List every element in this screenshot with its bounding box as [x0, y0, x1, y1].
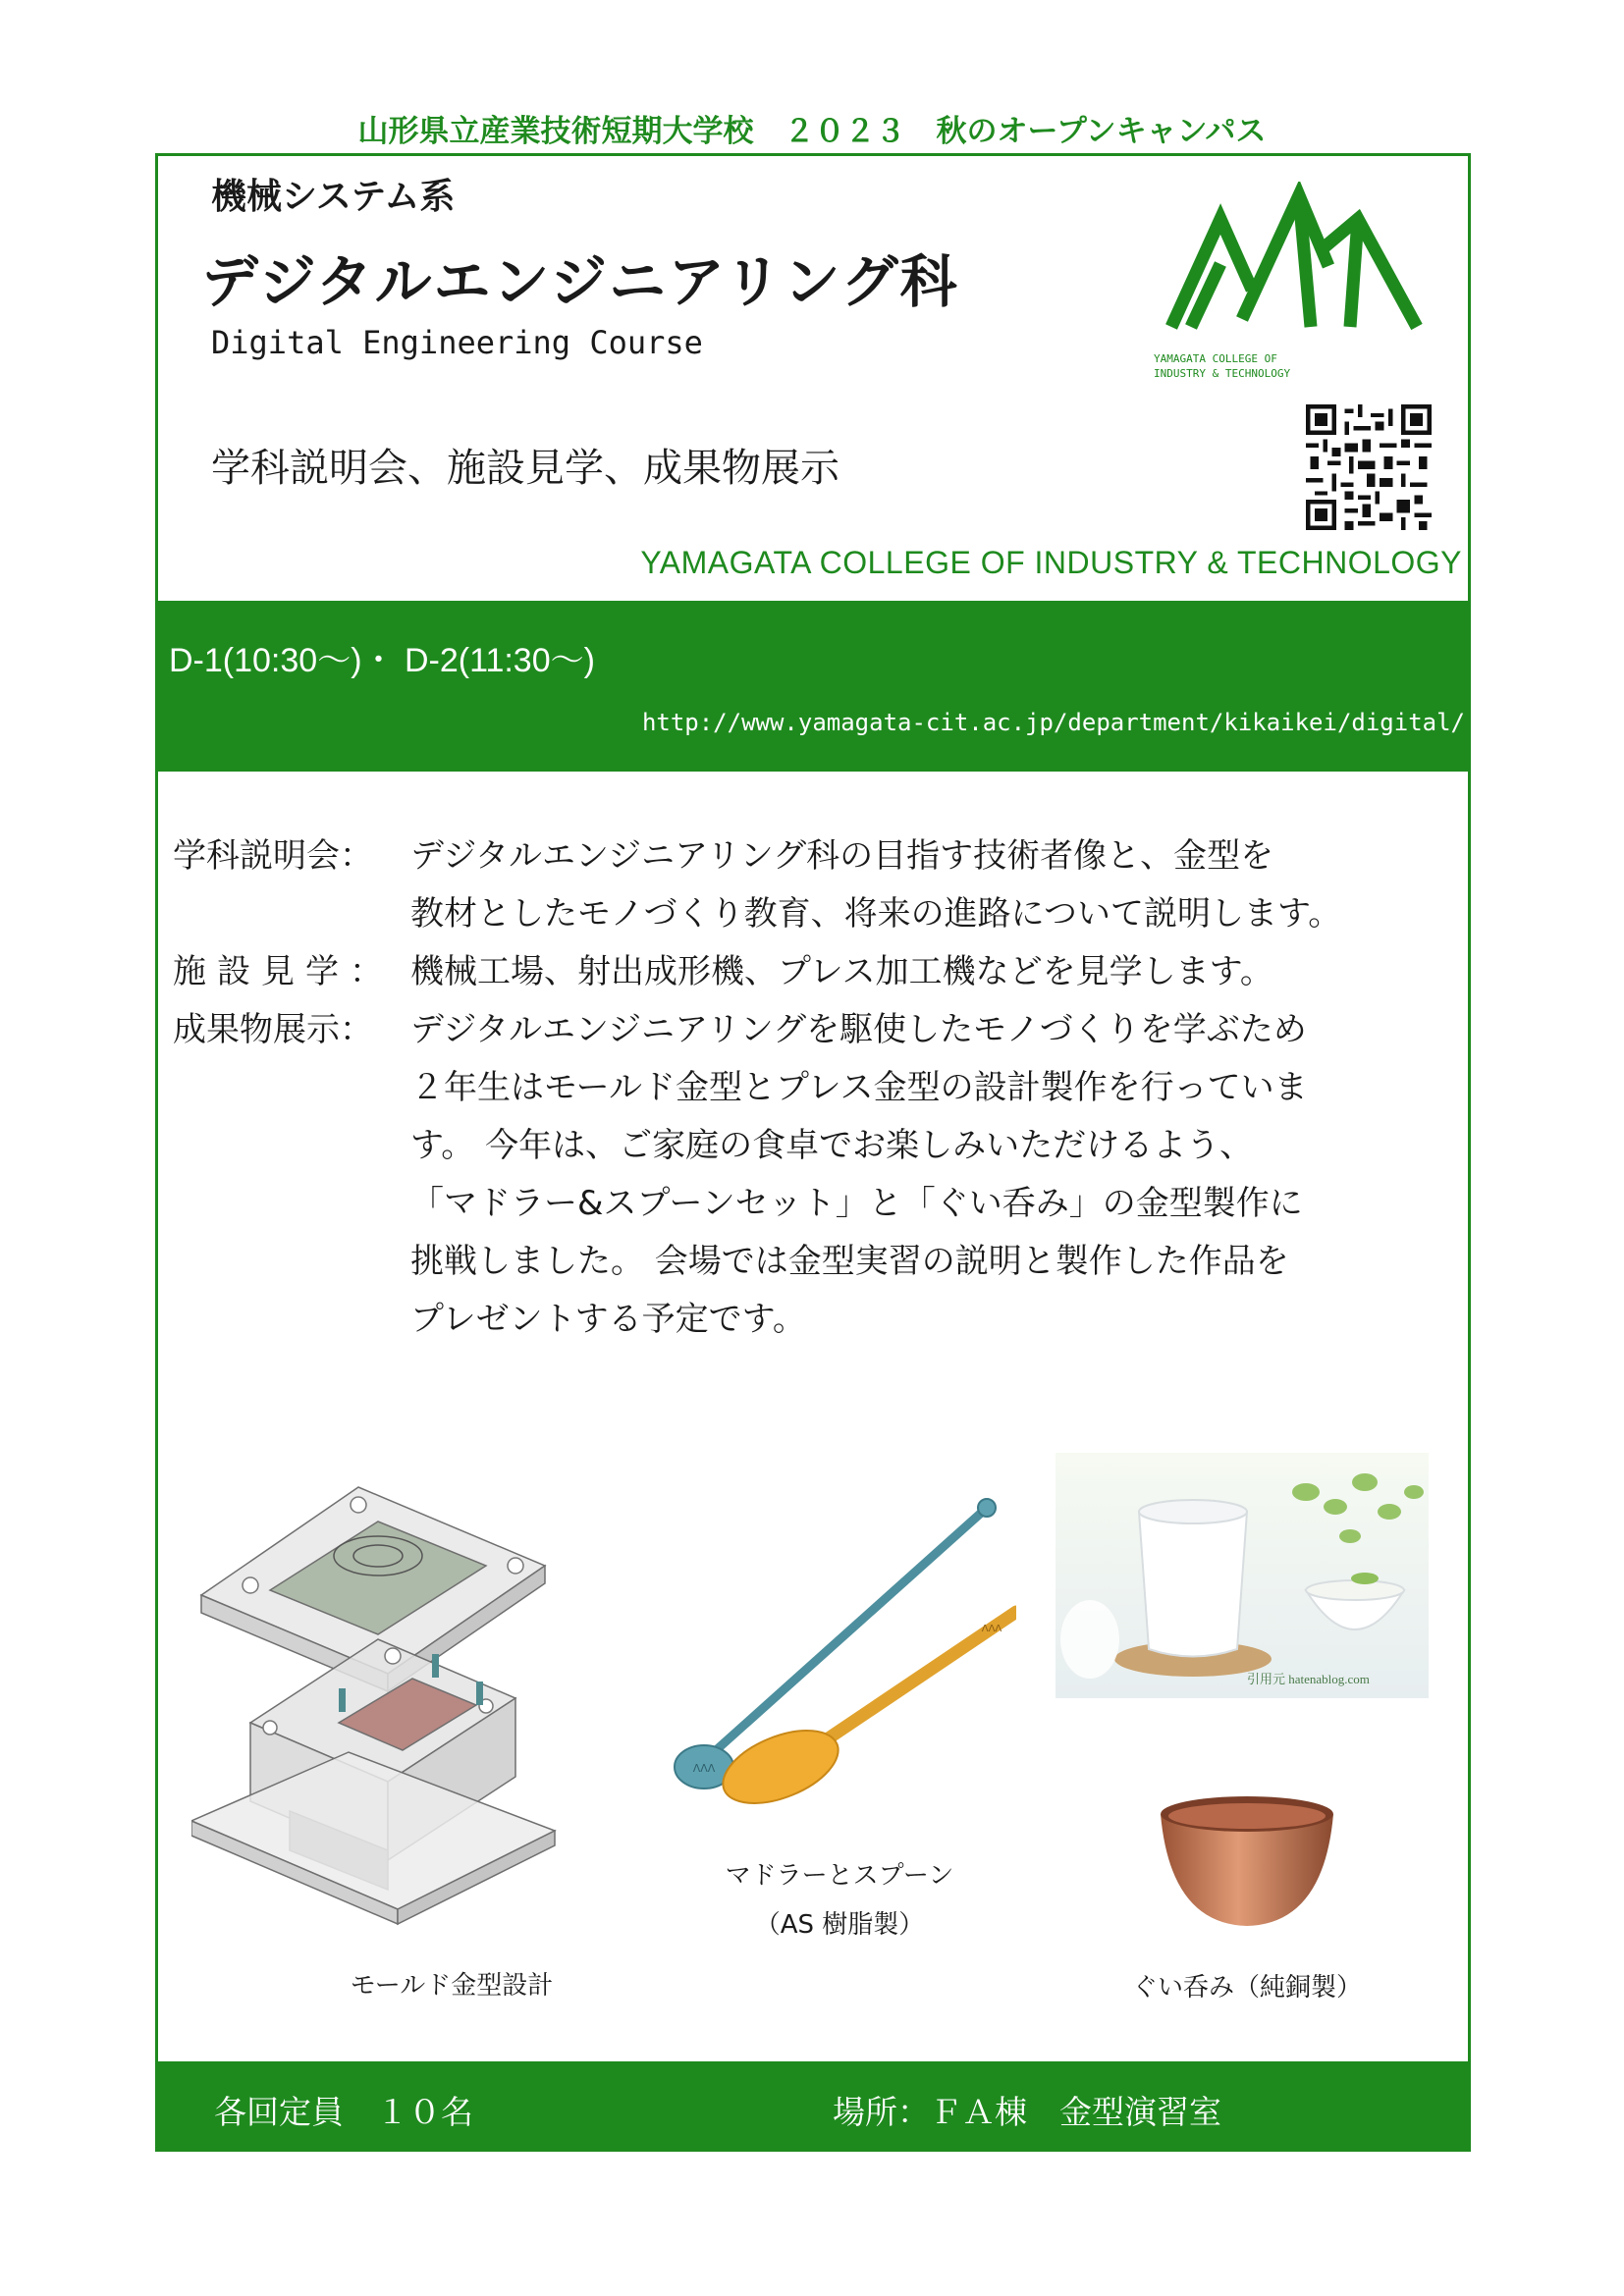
detail-label: 成果物展示：	[173, 1010, 373, 1049]
schedule-band	[158, 601, 1468, 772]
detail-label: 施設見学：	[173, 952, 394, 991]
detail-line: 機械工場、射出成形機、プレス加工機などを見学します。	[410, 952, 1273, 991]
department-url-link[interactable]: http://www.yamagata-cit.ac.jp/department/kikaikei/digital/	[641, 709, 1465, 736]
table-photo-image	[1056, 1453, 1429, 1698]
cup-caption: ぐい呑み（純銅製）	[1131, 1973, 1362, 2002]
detail-line: デジタルエンジニアリングを駆使したモノづくりを学ぶため	[410, 1010, 1307, 1049]
logo-text-line1: YAMAGATA COLLEGE OF	[1154, 352, 1277, 365]
detail-line: 挑戦しました。 会場では金型実習の説明と製作した作品を	[410, 1242, 1289, 1281]
svg-text:ΛΛΛ: ΛΛΛ	[981, 1624, 1002, 1634]
detail-text	[410, 943, 1273, 1001]
photo-credit: 引用元 hatenablog.com	[1247, 1672, 1370, 1686]
mold-caption: モールド金型設計	[350, 1971, 554, 2001]
course-title-en: Digital Engineering Course	[211, 324, 703, 361]
detail-line: ２年生はモールド金型とプレス金型の設計製作を行っていま	[410, 1068, 1308, 1107]
details-section	[173, 828, 1459, 1349]
detail-line: す。 今年は、ご家庭の食卓でお楽しみいただけるよう、	[410, 1126, 1254, 1165]
event-header: 山形県立産業技術短期大学校 ２０２３ 秋のオープンキャンパス	[357, 114, 1267, 149]
spoon-caption-1: マドラーとスプーン	[725, 1861, 954, 1891]
detail-tour	[173, 943, 1459, 1001]
detail-text	[410, 1001, 1308, 1349]
detail-line: デジタルエンジニアリング科の目指す技術者像と、金型を	[410, 836, 1274, 876]
muddler-spoon-image	[653, 1482, 1016, 1806]
mountain-logo-icon	[1154, 182, 1434, 339]
mold-design-image	[191, 1428, 623, 1939]
svg-text:ΛΛΛ: ΛΛΛ	[692, 1762, 716, 1775]
logo-text-line2: INDUSTRY & TECHNOLOGY	[1154, 367, 1291, 380]
detail-text	[410, 828, 1341, 943]
copper-cup-image	[1149, 1787, 1345, 1934]
detail-line: 「マドラー&スプーンセット」と「ぐい呑み」の金型製作に	[410, 1184, 1303, 1223]
spoon-caption-2: （AS 樹脂製）	[754, 1910, 925, 1940]
detail-exhibition	[173, 1001, 1459, 1349]
capacity-text: 各回定員 １０名	[214, 2093, 473, 2131]
event-list: 学科説明会、施設見学、成果物展示	[211, 446, 839, 491]
session-times: D-1(10:30～)・ D-2(11:30～)	[169, 642, 595, 679]
college-name-en: YAMAGATA COLLEGE OF INDUSTRY & TECHNOLOGY	[640, 545, 1462, 580]
department-name: 機械システム系	[211, 177, 456, 217]
detail-line: 教材としたモノづくり教育、将来の進路について説明します。	[410, 894, 1342, 934]
detail-line: プレゼントする予定です。	[410, 1300, 806, 1339]
course-title: デジタルエンジニアリング科	[201, 248, 959, 315]
qr-code[interactable]	[1306, 404, 1432, 530]
detail-label: 学科説明会：	[173, 836, 373, 876]
logo-text	[1154, 351, 1290, 381]
detail-briefing	[173, 828, 1459, 943]
location-text: 場所：ＦＡ棟 金型演習室	[833, 2093, 1221, 2131]
